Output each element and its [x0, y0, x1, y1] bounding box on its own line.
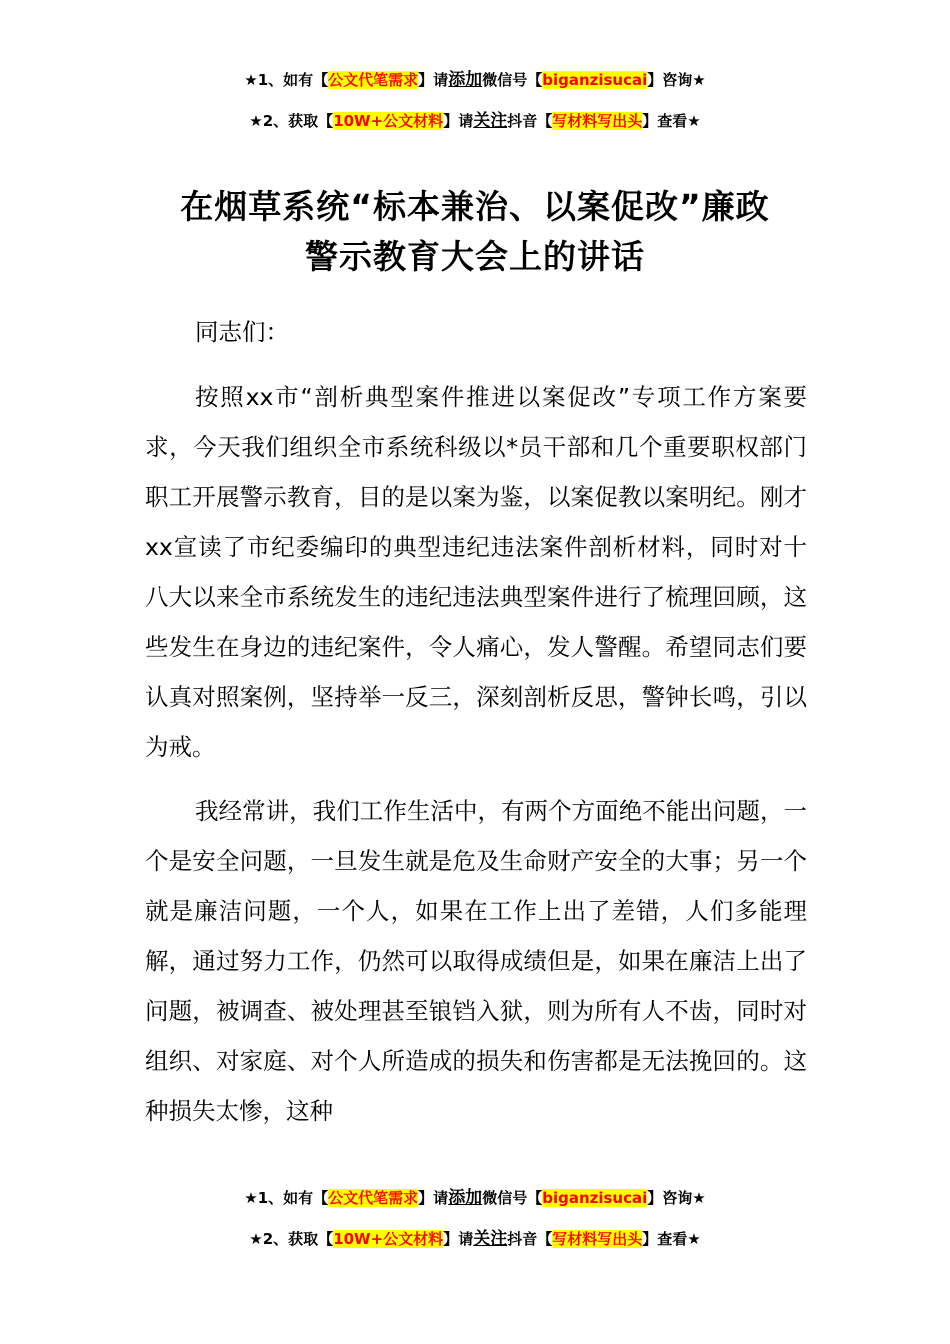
- banner-text: 】请: [443, 112, 474, 130]
- title-line-1: 在烟草系统“标本兼治、以案促改”廉政: [180, 187, 770, 226]
- banner-text: 微信号【: [482, 1189, 543, 1207]
- banner-underline: 关注: [473, 1229, 508, 1249]
- banner-underline: 添加: [448, 1188, 483, 1208]
- banner-douyin-id: 写材料写出头: [552, 1230, 643, 1248]
- header-banner-line-2: [0, 110, 950, 132]
- banner-text: 抖音【: [507, 112, 553, 130]
- banner-highlight: 10W+公文材料: [333, 1230, 444, 1248]
- banner-highlight: 公文代笔需求: [328, 71, 419, 89]
- footer-banner-line-1: [0, 1187, 950, 1209]
- banner-text: ★1、如有【: [244, 71, 329, 89]
- paragraph-2-block: [145, 786, 807, 1136]
- banner-text: 】请: [443, 1230, 474, 1248]
- paragraph-1-block: [145, 372, 807, 772]
- banner-text: 】请: [418, 1189, 449, 1207]
- banner-text: 微信号【: [482, 71, 543, 89]
- banner-douyin-id: 写材料写出头: [552, 112, 643, 130]
- banner-text: 】咨询★: [647, 1189, 706, 1207]
- document-title: [0, 182, 950, 282]
- banner-text: 】查看★: [642, 112, 701, 130]
- title-line-2: 警示教育大会上的讲话: [305, 237, 645, 276]
- greeting-block: [145, 307, 807, 357]
- footer-banner-line-2: [0, 1228, 950, 1250]
- banner-underline: 关注: [473, 111, 508, 131]
- banner-wechat-id: biganzisucai: [542, 71, 648, 89]
- banner-text: 】请: [418, 71, 449, 89]
- banner-text: ★2、获取【: [249, 112, 334, 130]
- banner-text: 抖音【: [507, 1230, 553, 1248]
- banner-text: 】咨询★: [647, 71, 706, 89]
- banner-highlight: 公文代笔需求: [328, 1189, 419, 1207]
- header-banner-line-1: [0, 69, 950, 91]
- banner-highlight: 10W+公文材料: [333, 112, 444, 130]
- paragraph-2: 我经常讲，我们工作生活中，有两个方面绝不能出问题，一个是安全问题，一旦发生就是危及生命财产安全的大事；另一个就是廉洁问题，一个人，如果在工作上出了差错，人们多能理解，通过努力工作，仍然可以取得成绩但是，如果在廉洁上出了问题，被调查、被处理甚至锒铛入狱，则为所有人不齿，同时对组织、对家庭、对个人所造成的损失和伤害都是无法挽回的。这种损失太惨，这种: [145, 797, 807, 1125]
- banner-underline: 添加: [448, 70, 483, 90]
- paragraph-1: 按照xx市“剖析典型案件推进以案促改”专项工作方案要求，今天我们组织全市系统科级以*员干部和几个重要职权部门职工开展警示教育，目的是以案为鉴，以案促教以案明纪。刚才xx宣读了市纪委编印的典型违纪违法案件剖析材料，同时对十八大以来全市系统发生的违纪违法典型案件进行了梳理回顾，这些发生在身边的违纪案件，令人痛心，发人警醒。希望同志们要认真对照案例，坚持举一反三，深刻剖析反思，警钟长鸣，引以为戒。: [145, 383, 807, 761]
- greeting: 同志们：: [195, 318, 289, 346]
- banner-text: ★2、获取【: [249, 1230, 334, 1248]
- banner-text: ★1、如有【: [244, 1189, 329, 1207]
- banner-wechat-id: biganzisucai: [542, 1189, 648, 1207]
- banner-text: 】查看★: [642, 1230, 701, 1248]
